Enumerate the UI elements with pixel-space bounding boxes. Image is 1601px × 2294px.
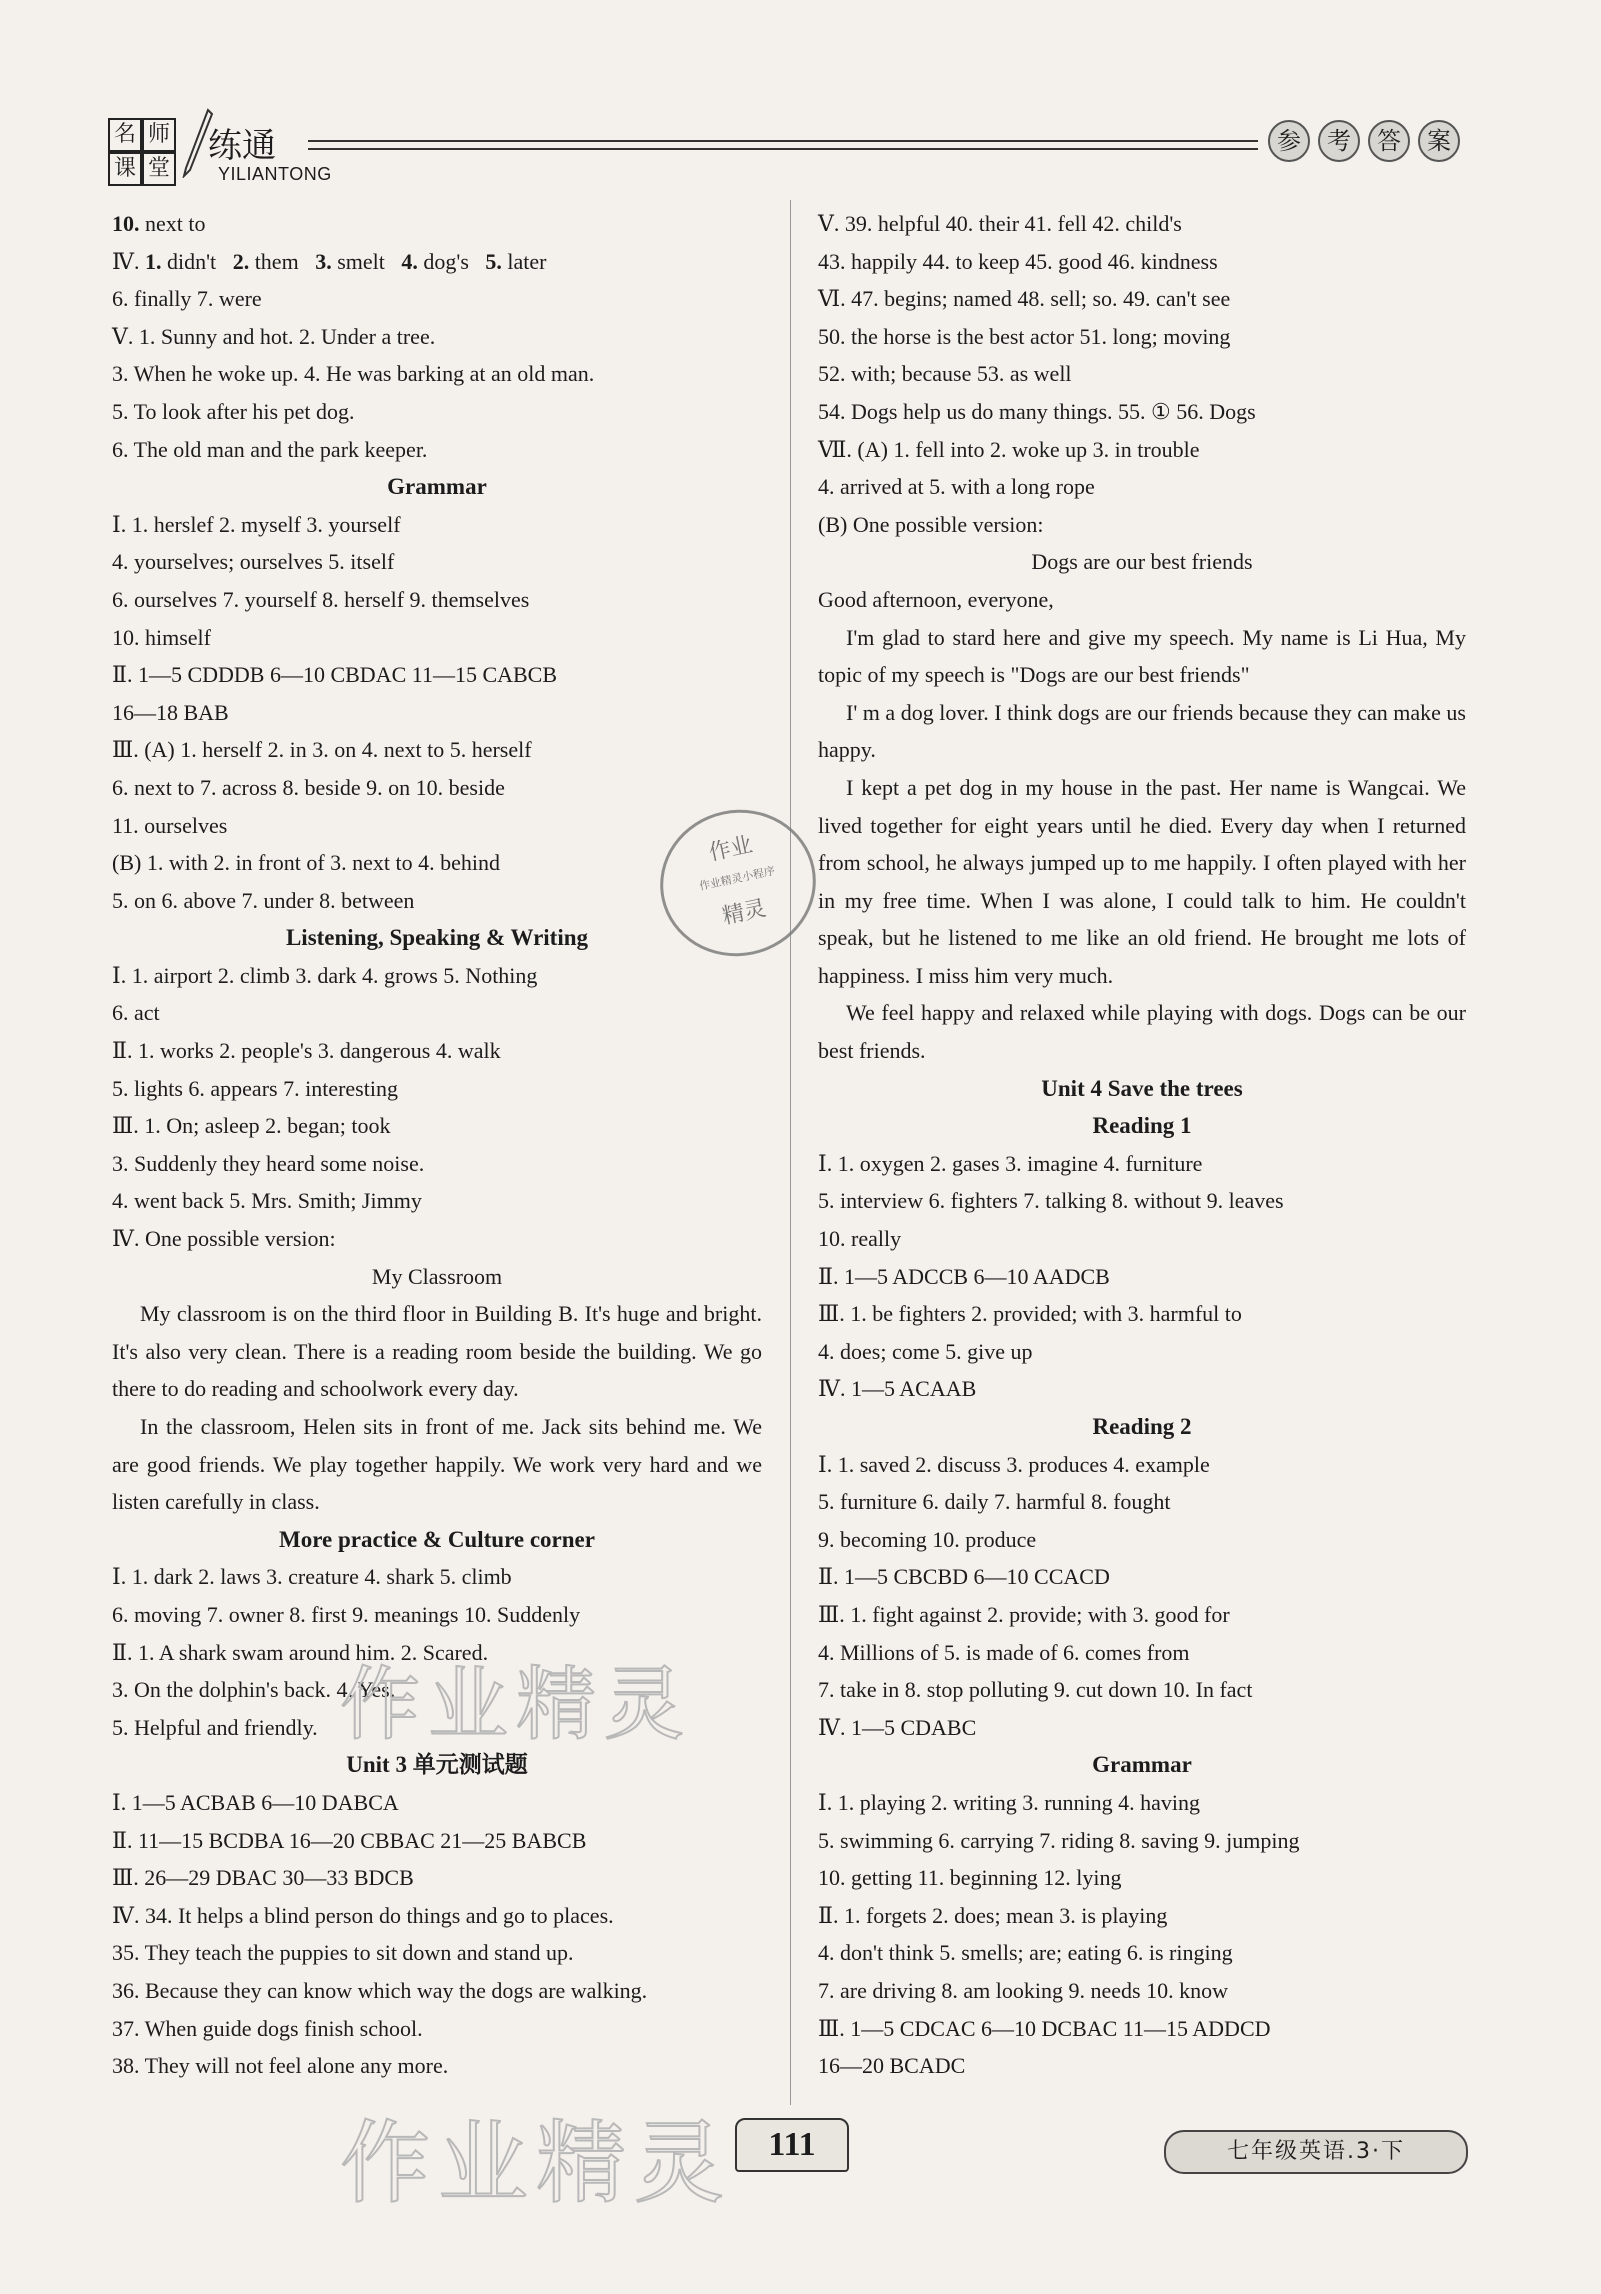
answer-line: Ⅱ. 1—5 ADCCB 6—10 AADCB (818, 1263, 1110, 1289)
section-heading: Grammar (1092, 1752, 1192, 1778)
section-heading: Grammar (387, 474, 487, 500)
answer-line: Ⅵ. 47. begins; named 48. sell; so. 49. can't see (818, 286, 1231, 312)
section-heading: Reading 2 (1092, 1414, 1192, 1439)
answer-line: 6. The old man and the park keeper. (112, 436, 428, 462)
answer-line: Ⅲ. 1—5 CDCAC 6—10 DCBAC 11—15 ADDCD (818, 2015, 1271, 2041)
section-heading: Listening, Speaking & Writing (285, 925, 589, 951)
answer-line: 4. went back 5. Mrs. Smith; Jimmy (112, 1188, 422, 1214)
answer-line: Ⅰ. 1. dark 2. laws 3. creature 4. shark 5. climb (112, 1564, 512, 1590)
answer-line: 5. Helpful and friendly. (112, 1714, 318, 1740)
stamp-text: 作业精灵小程序 (698, 864, 777, 893)
answer-line: Ⅱ. 11—15 BCDBA 16—20 CBBAC 21—25 BABCB (112, 1827, 587, 1853)
answer-line: 36. Because they can know which way the dogs are walking. (112, 1977, 648, 2003)
section-heading: Unit 4 Save the trees (1041, 1075, 1243, 1101)
answer-line: 52. with; because 53. as well (818, 361, 1072, 387)
answer-line: Ⅶ. (A) 1. fell into 2. woke up 3. in trouble (818, 436, 1200, 462)
logo-char: 师 (142, 118, 176, 152)
answer-line: Ⅰ. 1. saved 2. discuss 3. produces 4. example (818, 1451, 1210, 1477)
answer-line: 6. next to 7. across 8. beside 9. on 10. beside (112, 774, 505, 800)
stamp-text: 作业 (706, 832, 755, 867)
answer-line: 6. ourselves 7. yourself 8. herself 9. themselves (112, 586, 530, 612)
speech-paragraph: I'm glad to stard here and give my speech. My name is Li Hua, My topic of my speech is "Dogs are our best friends" (818, 624, 1466, 688)
answer-line: 10. next to (112, 211, 206, 236)
essay-title: My Classroom (371, 1263, 503, 1289)
answer-line: 5. furniture 6. daily 7. harmful 8. fought (818, 1489, 1171, 1515)
answer-line: 5. swimming 6. carrying 7. riding 8. saving 9. jumping (818, 1827, 1300, 1853)
answer-line: 4. Millions of 5. is made of 6. comes from (818, 1639, 1190, 1665)
answer-line: 6. moving 7. owner 8. first 9. meanings 10. Suddenly (112, 1601, 581, 1627)
answer-line: (B) One possible version: (818, 511, 1044, 537)
speech-paragraph: I kept a pet dog in my house in the past. Her name is Wangcai. We lived together for eight years until he died. Every day when I returned from school, he always jumped up to me happily. I often played with her in my free time. When I was alone, I could talk to him. He couldn't speak, but he listened to me like an old friend. He brought me lots of happiness. I miss him very much. (818, 774, 1466, 988)
answer-line: 7. are driving 8. am looking 9. needs 10. know (818, 1977, 1228, 2003)
answer-line: 4. don't think 5. smells; are; eating 6. is ringing (818, 1940, 1233, 1966)
answer-line: Ⅴ. 1. Sunny and hot. 2. Under a tree. (112, 323, 436, 349)
answer-line: 5. on 6. above 7. under 8. between (112, 887, 415, 913)
watermark-text: 作业精灵 (340, 1658, 692, 1751)
answer-line: Ⅰ. 1. airport 2. climb 3. dark 4. grows 5. Nothing (112, 962, 538, 988)
logo-char: 课 (108, 152, 142, 186)
answer-line: Ⅲ. 1. fight against 2. provide; with 3. good for (818, 1601, 1230, 1627)
answer-line: 9. becoming 10. produce (818, 1526, 1037, 1552)
answer-line: 10. getting 11. beginning 12. lying (818, 1865, 1122, 1891)
answer-line: Ⅳ. 1. didn't 2. them 3. smelt 4. dog's 5. later (112, 248, 547, 274)
answer-line: 11. ourselves (112, 812, 228, 838)
answer-line: 3. On the dolphin's back. 4. Yes. (112, 1677, 396, 1703)
answer-line: 5. interview 6. fighters 7. talking 8. without 9. leaves (818, 1188, 1284, 1214)
answer-line: Ⅲ. 1. On; asleep 2. began; took (112, 1113, 391, 1139)
answer-line: 4. arrived at 5. with a long rope (818, 474, 1095, 500)
page-number: 111 (735, 2118, 849, 2172)
answer-line: 10. really (818, 1226, 902, 1252)
answer-line: Ⅱ. 1. forgets 2. does; mean 3. is playing (818, 1902, 1168, 1928)
answer-line: Ⅱ. 1. A shark swam around him. 2. Scared. (112, 1639, 489, 1665)
answer-line: 16—18 BAB (112, 699, 229, 725)
answers-tag (1268, 120, 1460, 162)
speech-greeting: Good afternoon, everyone, (818, 586, 1054, 612)
answer-line: Ⅱ. 1—5 CDDDB 6—10 CBDAC 11—15 CABCB (112, 662, 558, 688)
brand-subtitle: YILIANTONG (218, 164, 332, 184)
answer-line: 4. does; come 5. give up (818, 1338, 1033, 1364)
answer-line: Ⅲ. (A) 1. herself 2. in 3. on 4. next to 5. herself (112, 737, 532, 763)
logo-char: 堂 (142, 152, 176, 186)
answer-line: Ⅲ. 26—29 DBAC 30—33 BDCB (112, 1865, 414, 1891)
header-rule (308, 140, 1258, 150)
speech-paragraph: We feel happy and relaxed while playing with dogs. Dogs can be our best friends. (818, 1000, 1466, 1064)
answer-line: Ⅳ. One possible version: (112, 1226, 336, 1252)
answer-line: Ⅱ. 1—5 CBCBD 6—10 CCACD (818, 1564, 1110, 1590)
answers-char: 考 (1318, 120, 1360, 162)
logo-char: 名 (108, 118, 142, 152)
section-heading: Reading 1 (1092, 1113, 1192, 1139)
answer-line: Ⅰ. 1. oxygen 2. gases 3. imagine 4. furniture (818, 1150, 1203, 1176)
essay-paragraph: My classroom is on the third floor in Building B. It's huge and bright. It's also very clean. There is a reading room beside the building. We go there to do reading and schoolwork every day. (112, 1301, 762, 1402)
answer-line: Ⅳ. 34. It helps a blind person do things and go to places. (112, 1902, 614, 1928)
page-header (108, 108, 1468, 188)
book-tag: 七年级英语.3·下 (1164, 2130, 1468, 2174)
stamp-text: 精灵 (720, 896, 769, 930)
speech-paragraph: I' m a dog lover. I think dogs are our friends because they can make us happy. (818, 699, 1466, 763)
answer-line: Ⅳ. 1—5 CDABC (818, 1714, 977, 1740)
section-heading: More practice & Culture corner (279, 1526, 595, 1552)
answer-line: 6. finally 7. were (112, 286, 262, 312)
answer-line: Ⅱ. 1. works 2. people's 3. dangerous 4. walk (112, 1038, 501, 1064)
answer-line: 10. himself (112, 624, 211, 650)
speech-title: Dogs are our best friends (1031, 549, 1253, 575)
answer-line: 16—20 BCADC (818, 2053, 966, 2079)
left-column (112, 205, 762, 2085)
column-divider (790, 200, 791, 2105)
section-heading: Unit 3 单元测试题 (346, 1752, 528, 1778)
answer-line: Ⅲ. 1. be fighters 2. provided; with 3. harmful to (818, 1301, 1242, 1327)
answer-line: 50. the horse is the best actor 51. long; moving (818, 323, 1231, 349)
answers-char: 答 (1368, 120, 1410, 162)
answers-char: 案 (1418, 120, 1460, 162)
answer-line: 5. To look after his pet dog. (112, 398, 355, 424)
answer-line: Ⅰ. 1. playing 2. writing 3. running 4. having (818, 1789, 1201, 1815)
answer-line: 35. They teach the puppies to sit down and stand up. (112, 1940, 574, 1966)
answer-line: Ⅰ. 1. herslef 2. myself 3. yourself (112, 511, 401, 537)
answer-line: 5. lights 6. appears 7. interesting (112, 1075, 398, 1101)
answer-line: 3. Suddenly they heard some noise. (112, 1150, 425, 1176)
answer-line: 54. Dogs help us do many things. 55. ① 56. Dogs (818, 398, 1256, 424)
essay-paragraph: In the classroom, Helen sits in front of me. Jack sits behind me. We are good friends. We play together happily. We work very hard and we listen carefully in class. (112, 1414, 762, 1515)
answer-line: 6. act (112, 1000, 160, 1026)
watermark-text: 作业精灵 (340, 2111, 732, 2216)
answer-line: 4. yourselves; ourselves 5. itself (112, 549, 395, 575)
answer-line: Ⅴ. 39. helpful 40. their 41. fell 42. child's (818, 211, 1182, 236)
answer-line: 38. They will not feel alone any more. (112, 2053, 449, 2079)
right-column (818, 205, 1466, 2085)
brand-name: 练通 (208, 126, 276, 166)
logo-icon (108, 118, 174, 184)
answer-line: 7. take in 8. stop polluting 9. cut down 10. In fact (818, 1677, 1253, 1703)
answer-line: 37. When guide dogs finish school. (112, 2015, 423, 2041)
answer-line: Ⅰ. 1—5 ACBAB 6—10 DABCA (112, 1789, 399, 1815)
answer-line: (B) 1. with 2. in front of 3. next to 4. behind (112, 850, 501, 876)
answer-line: 3. When he woke up. 4. He was barking at an old man. (112, 361, 595, 387)
answer-line: Ⅳ. 1—5 ACAAB (818, 1376, 977, 1402)
answers-char: 参 (1268, 120, 1310, 162)
answer-line: 43. happily 44. to keep 45. good 46. kindness (818, 248, 1218, 274)
